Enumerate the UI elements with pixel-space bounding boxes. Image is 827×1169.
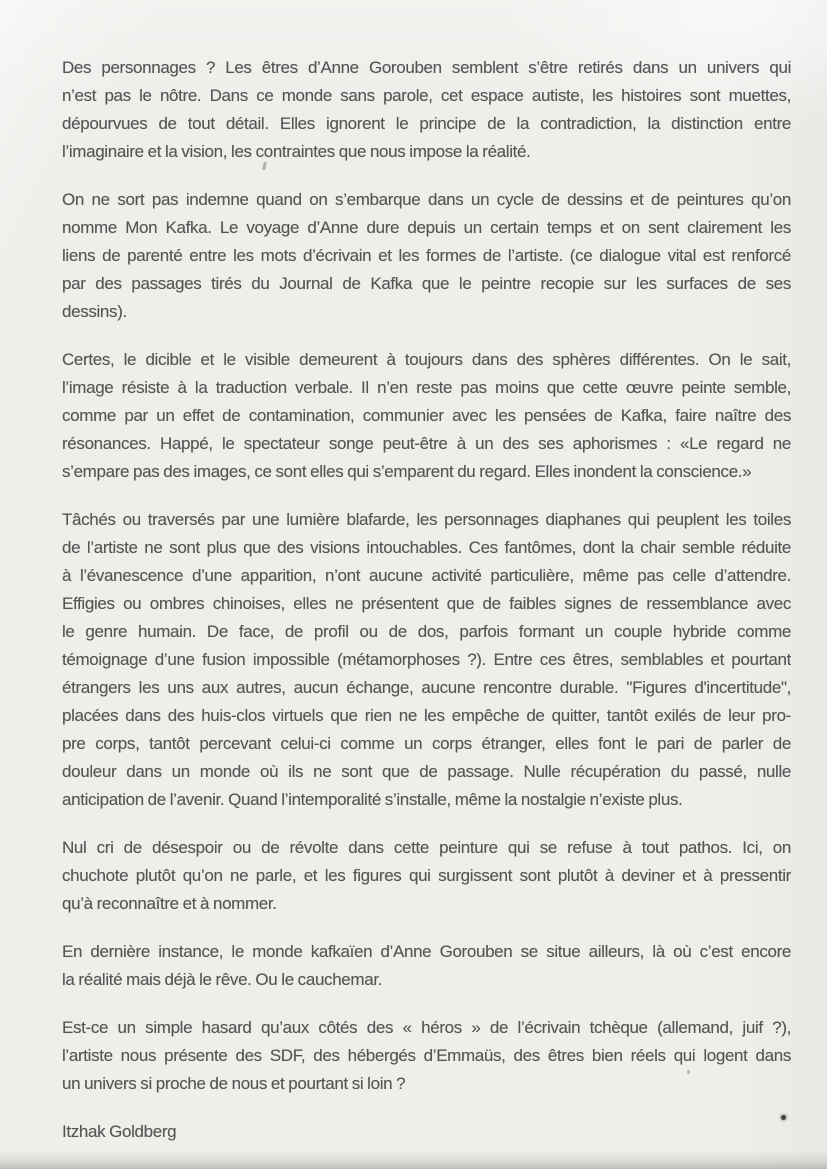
text-line: Nul cri de désespoir ou de révolte dans cette peinture qui se refuse à tout pathos. Ici, on — [62, 838, 791, 857]
text-line: à l’évanescence d’une apparition, n’ont aucune activité particulière, même pas celle d’attendre. — [62, 566, 791, 585]
text-line: Tâchés ou traversés par une lumière blafarde, les personnages diaphanes qui peuplent les toiles — [62, 510, 791, 529]
text-line: dessins). — [62, 302, 127, 321]
text-line: de l’artiste ne sont plus que des visions intouchables. Ces fantômes, dont la chair semble réduite — [62, 538, 791, 557]
paragraph — [62, 938, 791, 994]
paragraph — [62, 506, 791, 814]
text-line: nomme Mon Kafka. Le voyage d’Anne dure depuis un certain temps et on sent clairement les — [62, 218, 791, 237]
text-line: douleur dans un monde où ils ne sont que de passage. Nulle récupération du passé, nulle — [62, 762, 791, 781]
text-line: s’empare pas des images, ce sont elles qui s’emparent du regard. Elles inondent la conscience.» — [62, 462, 752, 481]
text-line: un univers si proche de nous et pourtant si loin ? — [62, 1074, 406, 1093]
text-line: comme par un effet de contamination, communier avec les pensées de Kafka, faire naître des — [62, 406, 791, 425]
text-line: le genre humain. De face, de profil ou de dos, parfois formant un couple hybride comme — [62, 622, 791, 641]
paragraph — [62, 54, 791, 166]
signature: Itzhak Goldberg — [62, 1122, 177, 1141]
text-line: Des personnages ? Les êtres d’Anne Gorouben semblent s’être retirés dans un univers qui — [62, 58, 791, 77]
text-line: l’image résiste à la traduction verbale. Il n’en reste pas moins que cette œuvre peinte semble, — [62, 378, 791, 397]
text-line: En dernière instance, le monde kafkaïen d’Anne Gorouben se situe ailleurs, là où c’est encore — [62, 942, 791, 961]
ink-dot — [781, 1115, 786, 1120]
text-line: l’imaginaire et la vision, les contraintes que nous impose la réalité. — [62, 142, 531, 161]
text-line: On ne sort pas indemne quand on s’embarque dans un cycle de dessins et de peintures qu’on — [62, 190, 791, 209]
text-line: résonances. Happé, le spectateur songe peut-être à un des ses aphorismes : «Le regard ne — [62, 434, 791, 453]
text-line: chuchote plutôt qu’on ne parle, et les figures qui surgissent sont plutôt à deviner et à pressentir — [62, 866, 791, 885]
text-line: étrangers les uns aux autres, aucun échange, aucune rencontre durable. "Figures d'incertitude", — [62, 678, 791, 697]
text-line: n’est pas le nôtre. Dans ce monde sans parole, cet espace autiste, les histoires sont muettes, — [62, 86, 791, 105]
text-line: l’artiste nous présente des SDF, des hébergés d’Emmaüs, des êtres bien réels qui logent dans — [62, 1046, 791, 1065]
text-line: la réalité mais déjà le rêve. Ou le cauchemar. — [62, 970, 383, 989]
text-line: placées dans des huis-clos virtuels que rien ne les empêche de quitter, tantôt exilés de leur pro- — [62, 706, 791, 725]
text-line: anticipation de l’avenir. Quand l’intemporalité s’installe, même la nostalgie n’existe plus. — [62, 790, 683, 809]
paragraph — [62, 834, 791, 918]
ink-speck-faint — [687, 1070, 690, 1074]
text-line: qu’à reconnaître et à nommer. — [62, 894, 277, 913]
paragraph — [62, 186, 791, 326]
paragraph — [62, 346, 791, 486]
text-line: Certes, le dicible et le visible demeurent à toujours dans des sphères différentes. On le sait, — [62, 350, 791, 369]
text-line: Est-ce un simple hasard qu’aux côtés des « héros » de l’écrivain tchèque (allemand, juif ?), — [62, 1018, 791, 1037]
document-body — [62, 54, 791, 1146]
text-line: Effigies ou ombres chinoises, elles ne présentent que de faibles signes de ressemblance avec — [62, 594, 791, 613]
text-line: par des passages tirés du Journal de Kafka que le peintre recopie sur les surfaces de ses — [62, 274, 791, 293]
text-line: témoignage d’une fusion impossible (métamorphoses ?). Entre ces êtres, semblables et pourtant — [62, 650, 791, 669]
paragraph — [62, 1014, 791, 1098]
text-line: liens de parenté entre les mots d’écrivain et les formes de l’artiste. (ce dialogue vital est renforcé — [62, 246, 791, 265]
text-line: pre corps, tantôt percevant celui-ci comme un corps étranger, elles font le pari de parler de — [62, 734, 791, 753]
text-line: dépourvues de tout détail. Elles ignorent le principe de la contradiction, la distinction entre — [62, 114, 791, 133]
